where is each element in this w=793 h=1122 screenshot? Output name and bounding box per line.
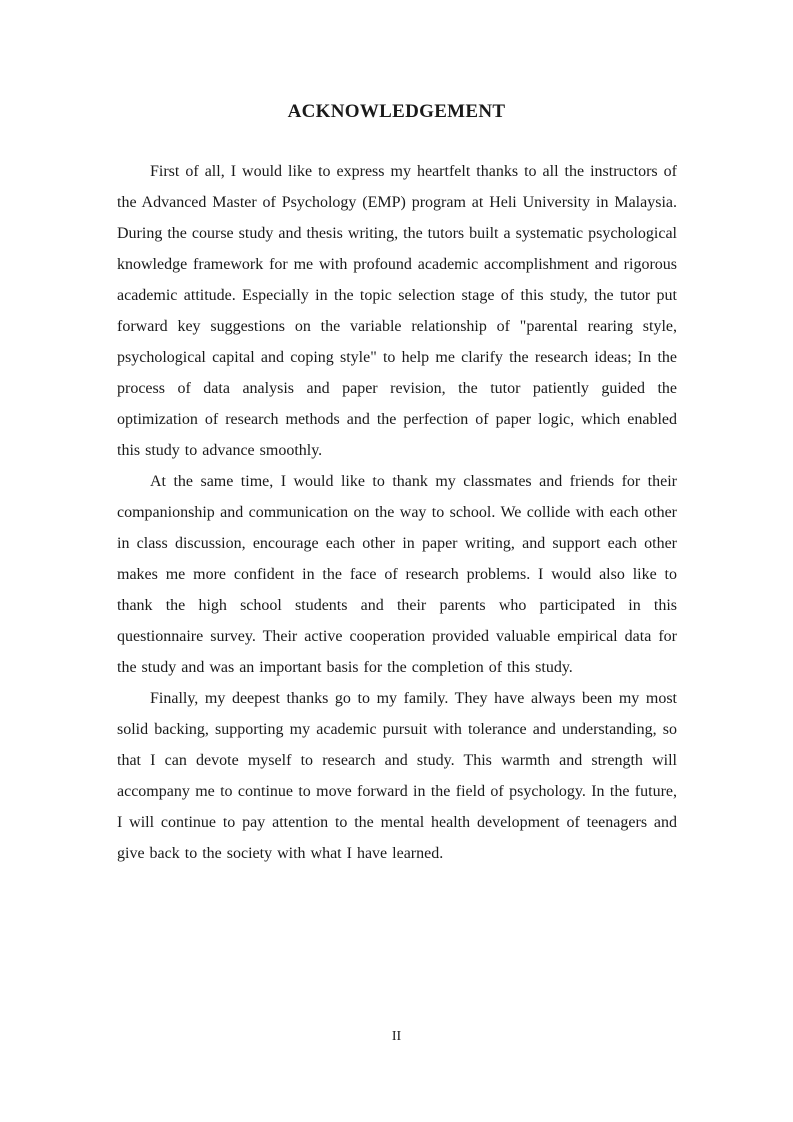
page-number: II xyxy=(391,1029,402,1044)
paragraph: Finally, my deepest thanks go to my family. They have always been my most solid backing, supporting my academic pursuit with tolerance and understanding, so that I can devote myself to research and study. This warmth and strength will accompany me to continue to move forward in the field of psychology. In the future, I will continue to pay attention to the mental health development of teenagers and give back to the society with what I have learned. xyxy=(117,690,677,862)
body-text xyxy=(117,156,677,869)
paragraph: At the same time, I would like to thank my classmates and friends for their companionship and communication on the way to school. We collide with each other in class discussion, encourage each other in paper writing, and support each other makes me more confident in the face of research problems. I would also like to thank the high school students and their parents who participated in this questionnaire survey. Their active cooperation provided valuable empirical data for the study and was an important basis for the completion of this study. xyxy=(117,473,677,676)
paragraph: First of all, I would like to express my heartfelt thanks to all the instructors of the Advanced Master of Psychology (EMP) program at Heli University in Malaysia. During the course study and thesis writing, the tutors built a systematic psychological knowledge framework for me with profound academic accomplishment and rigorous academic attitude. Especially in the topic selection stage of this study, the tutor put forward key suggestions on the variable relationship of "parental rearing style, psychological capital and coping style" to help me clarify the research ideas; In the process of data analysis and paper revision, the tutor patiently guided the optimization of research methods and the perfection of paper logic, which enabled this study to advance smoothly. xyxy=(117,163,677,459)
page-title: ACKNOWLEDGEMENT xyxy=(287,101,506,122)
